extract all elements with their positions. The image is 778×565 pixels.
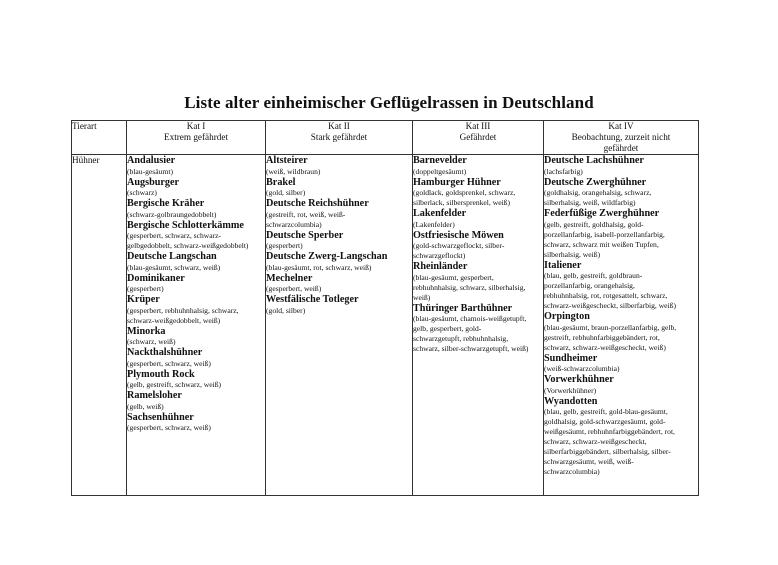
header-kat-name: Kat I (186, 121, 206, 131)
breed-name: Orpington (544, 311, 590, 322)
breed-colors: (blau-gesäumt, rot, schwarz, weiß) (266, 262, 372, 272)
kat-3-cell (413, 155, 544, 496)
breed-colors: (gesperbert, schwarz, weiß) (127, 423, 211, 432)
breed-entry (127, 369, 265, 391)
breed-colors: silberlack, silbersprenkel, weiß) (413, 198, 510, 207)
breed-name: Lakenfelder (413, 208, 467, 219)
breed-entry (266, 198, 412, 230)
breed-colors: schwarz-weißgedobbelt, weiß) (127, 315, 221, 325)
header-kat-3 (413, 121, 544, 155)
kat-4-cell (544, 155, 699, 496)
breed-colors: (blau-gesäumt, schwarz, weiß) (127, 262, 221, 272)
breed-colors: (gesperbert, schwarz, schwarz- (127, 231, 222, 240)
breed-name: Sachsenhühner (127, 411, 194, 423)
breed-colors: (blau, gelb, gestreift, goldbraun- (544, 271, 643, 280)
header-kat-status-line2: gefährdet (603, 143, 639, 153)
breed-name: Bergische Kräher (127, 198, 205, 209)
breed-colors: goldhalsig, gold-schwarzgesäumt, gold- (544, 417, 666, 426)
breed-entry (127, 198, 265, 220)
breed-entry (413, 155, 543, 177)
breed-colors: (blau-gesäumt) (127, 166, 173, 176)
breed-entry (127, 412, 265, 434)
breed-entry (127, 326, 265, 348)
table-header-row (72, 121, 699, 155)
breed-name: Ostfriesische Möwen (413, 229, 504, 241)
breed-colors: (schwarz, weiß) (127, 337, 176, 346)
breed-name: Plymouth Rock (127, 368, 195, 380)
breed-name: Sundheimer (544, 352, 598, 364)
header-kat-2 (266, 121, 413, 155)
breed-name: Mechelner (266, 272, 313, 284)
breed-colors: (gesperbert) (266, 241, 303, 250)
breed-colors: (goldhalsig, orangehalsig, schwarz, (544, 188, 652, 197)
breed-colors: (schwarz) (127, 188, 157, 197)
breed-entry (266, 294, 412, 316)
breed-entry (544, 353, 698, 375)
header-kat-status: Stark gefährdet (310, 132, 368, 142)
breed-colors: (Vorwerkhühner) (544, 385, 597, 395)
breed-colors: gelbgedobbelt, schwarz-weißgedobbelt) (127, 241, 249, 250)
breed-entry (266, 230, 412, 252)
breed-colors: rebhuhnhalsig, rot, rotgesattelt, schwarz, (544, 291, 668, 300)
header-tierart: Tierart (72, 121, 127, 155)
breed-entry (544, 177, 698, 209)
breed-colors: (gold, silber) (266, 305, 306, 315)
breed-table (71, 120, 699, 496)
breed-colors: silberfarbiggebändert, silberhalsig, silber- (544, 447, 671, 456)
breed-colors: gestreift, rebhuhnfarbiggebändert, rot, (544, 332, 660, 342)
kat-2-cell (266, 155, 413, 496)
breed-colors: schwarzgetupft, rebhuhnhalsig, (413, 334, 509, 343)
breed-colors: (gesperbert) (127, 284, 164, 293)
breed-colors: (blau-gesäumt, braun-porzellanfarbig, gelb, (544, 322, 677, 332)
kat-1-cell (127, 155, 266, 496)
breed-colors: schwarz, schwarz mit weißen Tupfen, (544, 239, 659, 249)
breed-name: Deutsche Zwerghühner (544, 176, 647, 188)
breed-colors: (weiß-schwarzcolumbia) (544, 364, 620, 373)
breed-colors: schwarzcolumbia) (266, 219, 322, 229)
header-kat-status: Gefährdet (459, 132, 497, 142)
breed-entry (413, 261, 543, 303)
breed-entry (266, 155, 412, 177)
breed-entry (127, 347, 265, 369)
breed-name: Wyandotten (544, 395, 598, 407)
breed-name: Westfälische Totleger (266, 294, 359, 305)
table-row-huehner (72, 155, 699, 496)
breed-name: Bergische Schlotterkämme (127, 219, 244, 231)
breed-entry (127, 273, 265, 295)
breed-name: Minorka (127, 325, 166, 337)
header-kat-1 (127, 121, 266, 155)
breed-colors: gelb, gesperbert, gold- (413, 324, 482, 333)
breed-entry (544, 311, 698, 353)
breed-colors: porzellanfarbig, isabell-porzellanfarbig, (544, 229, 665, 239)
breed-entry (266, 273, 412, 295)
breed-colors: (weiß, wildbraun) (266, 166, 321, 176)
header-kat-status: Beobachtung, zurzeit nicht (571, 132, 671, 142)
breed-name: Thüringer Barthühner (413, 302, 513, 314)
breed-colors: (gold-schwarzgeflockt, silber- (413, 241, 505, 250)
breed-name: Deutsche Reichshühner (266, 198, 369, 209)
breed-colors: (gesperbert, weiß) (266, 284, 322, 293)
breed-colors: schwarzcolumbia) (544, 467, 600, 476)
breed-name: Augsburger (127, 176, 180, 188)
breed-colors: (gesperbert, schwarz, weiß) (127, 358, 211, 368)
breed-name: Ramelsloher (127, 390, 182, 401)
breed-colors: (Lakenfelder) (413, 219, 455, 229)
breed-entry (544, 260, 698, 312)
breed-entry (413, 177, 543, 209)
breed-name: Federfüßige Zwerghühner (544, 208, 660, 219)
breed-name: Andalusier (127, 155, 176, 166)
breed-colors: (lachsfarbig) (544, 166, 583, 176)
breed-colors: silberhalsig, weiß) (544, 249, 601, 259)
species-cell: Hühner (72, 155, 127, 496)
breed-colors: weiß) (413, 292, 431, 302)
breed-colors: (gold, silber) (266, 188, 306, 197)
breed-colors: schwarzgeflockt) (413, 251, 466, 260)
breed-colors: schwarzgesäumt, weiß, weiß- (544, 457, 634, 466)
breed-colors: (gelb, weiß) (127, 401, 164, 411)
breed-entry (266, 251, 412, 273)
breed-colors: (doppeltgesäumt) (413, 166, 467, 176)
breed-colors: (gestreift, rot, weiß, weiß- (266, 209, 346, 219)
breed-entry (544, 208, 698, 260)
breed-name: Deutsche Zwerg-Langschan (266, 251, 388, 262)
breed-colors: (blau, gelb, gestreift, gold-blau-gesäumt, (544, 407, 668, 416)
header-kat-status: Extrem gefährdet (163, 132, 229, 142)
breed-entry (127, 177, 265, 199)
breed-name: Brakel (266, 176, 296, 188)
breed-colors: weißgesäumt, rebhuhnfarbiggebändert, rot, (544, 427, 675, 436)
breed-colors: (gesperbert, rebhuhnhalsig, schwarz, (127, 305, 239, 315)
breed-entry (544, 155, 698, 177)
breed-name: Vorwerkhühner (544, 374, 614, 385)
breed-colors: schwarz, schwarz-weißgescheckt, (544, 437, 647, 446)
breed-entry (127, 220, 265, 252)
breed-colors: (goldlack, goldsprenkel, schwarz, (413, 188, 516, 197)
breed-name: Deutsche Lachshühner (544, 155, 644, 166)
breed-name: Deutsche Langschan (127, 251, 217, 262)
breed-colors: rebhuhnhalsig, schwarz, silberhalsig, (413, 282, 526, 292)
breed-entry (127, 155, 265, 177)
breed-name: Hamburger Hühner (413, 176, 501, 188)
breed-colors: schwarz, silber-schwarzgetupft, weiß) (413, 344, 529, 353)
header-kat-name: Kat III (465, 121, 491, 131)
breed-colors: (gelb, gestreift, schwarz, weiß) (127, 380, 222, 389)
breed-colors: porzellanfarbig, orangehalsig, (544, 281, 635, 290)
breed-entry (544, 396, 698, 478)
breed-entry (266, 177, 412, 199)
breed-colors: schwarz, schwarz-weißgescheckt, weiß) (544, 342, 666, 352)
breed-entry (127, 390, 265, 412)
breed-colors: (blau-gesäumt, gesperbert, (413, 272, 494, 282)
breed-colors: (blau-gesäumt, chamois-weißgetupft, (413, 314, 527, 323)
breed-name: Dominikaner (127, 272, 185, 284)
breed-name: Barnevelder (413, 155, 467, 166)
breed-entry (127, 294, 265, 326)
header-kat-name: Kat IV (608, 121, 634, 131)
breed-colors: (schwarz-golbraungedobbelt) (127, 209, 217, 219)
breed-entry (127, 251, 265, 273)
breed-name: Krüper (127, 294, 160, 305)
breed-name: Rheinländer (413, 261, 468, 272)
breed-name: Italiener (544, 259, 582, 271)
breed-colors: schwarz-weißgescheckt, silberfarbig, weiß) (544, 301, 676, 310)
breed-entry (413, 303, 543, 355)
breed-colors: silberhalsig, weiß, wildfarbig) (544, 198, 636, 207)
breed-name: Nackthalshühner (127, 347, 203, 358)
breed-name: Deutsche Sperber (266, 229, 344, 241)
header-kat-name: Kat II (328, 121, 350, 131)
breed-entry (413, 208, 543, 230)
breed-colors: (gelb, gestreift, goldhalsig, gold- (544, 219, 644, 229)
breed-entry (413, 230, 543, 262)
header-kat-4 (544, 121, 699, 155)
breed-name: Altsteirer (266, 155, 308, 166)
document-title: Liste alter einheimischer Geflügelrassen in Deutschland (184, 93, 594, 112)
breed-entry (544, 374, 698, 396)
